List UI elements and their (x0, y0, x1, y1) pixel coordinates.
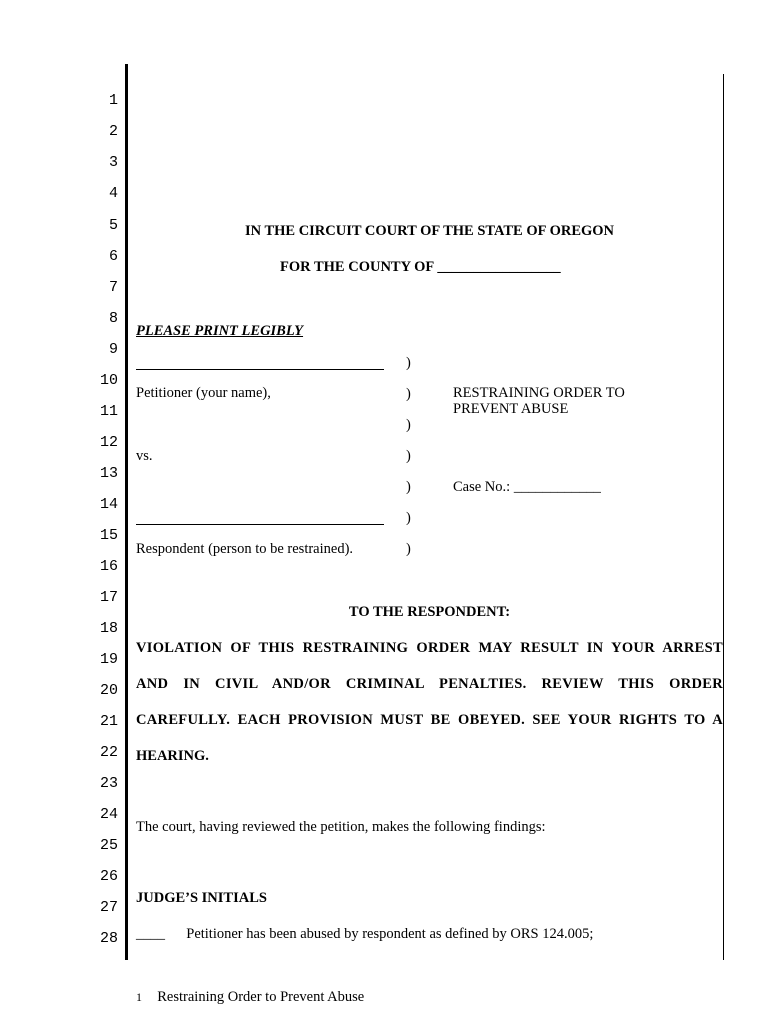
line-number: 16 (99, 558, 118, 575)
respondent-name-field[interactable] (136, 524, 384, 525)
line-number: 17 (99, 589, 118, 606)
petitioner-name-field[interactable] (136, 369, 384, 370)
line-number: 13 (99, 465, 118, 482)
line-number: 14 (99, 496, 118, 513)
page-number: 1 (136, 990, 142, 1004)
notice-line: AND IN CIVIL AND/OR CRIMINAL PENALTIES. REVIEW THIS ORDER (136, 676, 723, 692)
document-title-line1: RESTRAINING ORDER TO (453, 385, 625, 401)
finding-item (136, 926, 593, 943)
line-number: 27 (99, 899, 118, 916)
document-title-line2: PREVENT ABUSE (453, 401, 569, 417)
line-number: 4 (108, 185, 118, 202)
line-number: 7 (108, 279, 118, 296)
caption-paren: ) (406, 386, 411, 402)
line-number: 1 (108, 92, 118, 109)
line-number: 22 (99, 744, 118, 761)
line-number: 6 (108, 248, 118, 265)
caption-paren: ) (406, 355, 411, 371)
case-number-label: Case No.: (453, 479, 511, 495)
line-number: 3 (108, 154, 118, 171)
caption-paren: ) (406, 448, 411, 464)
notice-line: CAREFULLY. EACH PROVISION MUST BE OBEYED. SEE YOUR RIGHTS TO A (136, 712, 723, 728)
line-number: 21 (99, 713, 118, 730)
petitioner-label: Petitioner (your name), (136, 385, 271, 401)
case-number-blank[interactable]: ____________ (513, 479, 601, 495)
judges-initials-blank[interactable]: ____ (136, 926, 165, 942)
line-number: 25 (99, 837, 118, 854)
print-legibly-instruction: PLEASE PRINT LEGIBLY (136, 323, 304, 339)
line-number: 19 (99, 651, 118, 668)
notice-line: VIOLATION OF THIS RESTRAINING ORDER MAY RESULT IN YOUR ARREST (136, 640, 723, 656)
caption-paren: ) (406, 510, 411, 526)
judges-initials-heading: JUDGE’S INITIALS (136, 890, 267, 906)
line-number: 8 (108, 310, 118, 327)
line-number: 28 (99, 930, 118, 947)
line-number: 20 (99, 682, 118, 699)
caption-paren: ) (406, 479, 411, 495)
line-number: 18 (99, 620, 118, 637)
left-margin-rule (125, 64, 128, 960)
caption-paren: ) (406, 417, 411, 433)
line-number: 10 (99, 372, 118, 389)
right-margin-rule (723, 74, 724, 960)
finding-text: Petitioner has been abused by respondent as defined by ORS 124.005; (186, 926, 594, 942)
county-heading (280, 259, 561, 276)
line-number: 24 (99, 806, 118, 823)
line-number: 23 (99, 775, 118, 792)
notice-heading: TO THE RESPONDENT: (348, 604, 511, 620)
county-heading-label: FOR THE COUNTY OF (280, 259, 434, 275)
line-number: 26 (99, 868, 118, 885)
respondent-label: Respondent (person to be restrained). (136, 541, 354, 557)
caption-paren: ) (406, 541, 411, 557)
findings-intro: The court, having reviewed the petition, makes the following findings: (136, 819, 546, 835)
case-number (453, 479, 601, 496)
vs-label: vs. (136, 448, 153, 464)
county-blank[interactable]: _________________ (437, 259, 561, 275)
line-number: 2 (108, 123, 118, 140)
court-heading: IN THE CIRCUIT COURT OF THE STATE OF OREGON (244, 223, 615, 239)
line-number: 15 (99, 527, 118, 544)
line-number: 12 (99, 434, 118, 451)
line-number: 5 (108, 217, 118, 234)
notice-line-last: HEARING. (136, 748, 209, 764)
page-footer (136, 989, 364, 1006)
line-number: 11 (99, 403, 118, 420)
line-number: 9 (108, 341, 118, 358)
footer-title: Restraining Order to Prevent Abuse (157, 989, 365, 1005)
